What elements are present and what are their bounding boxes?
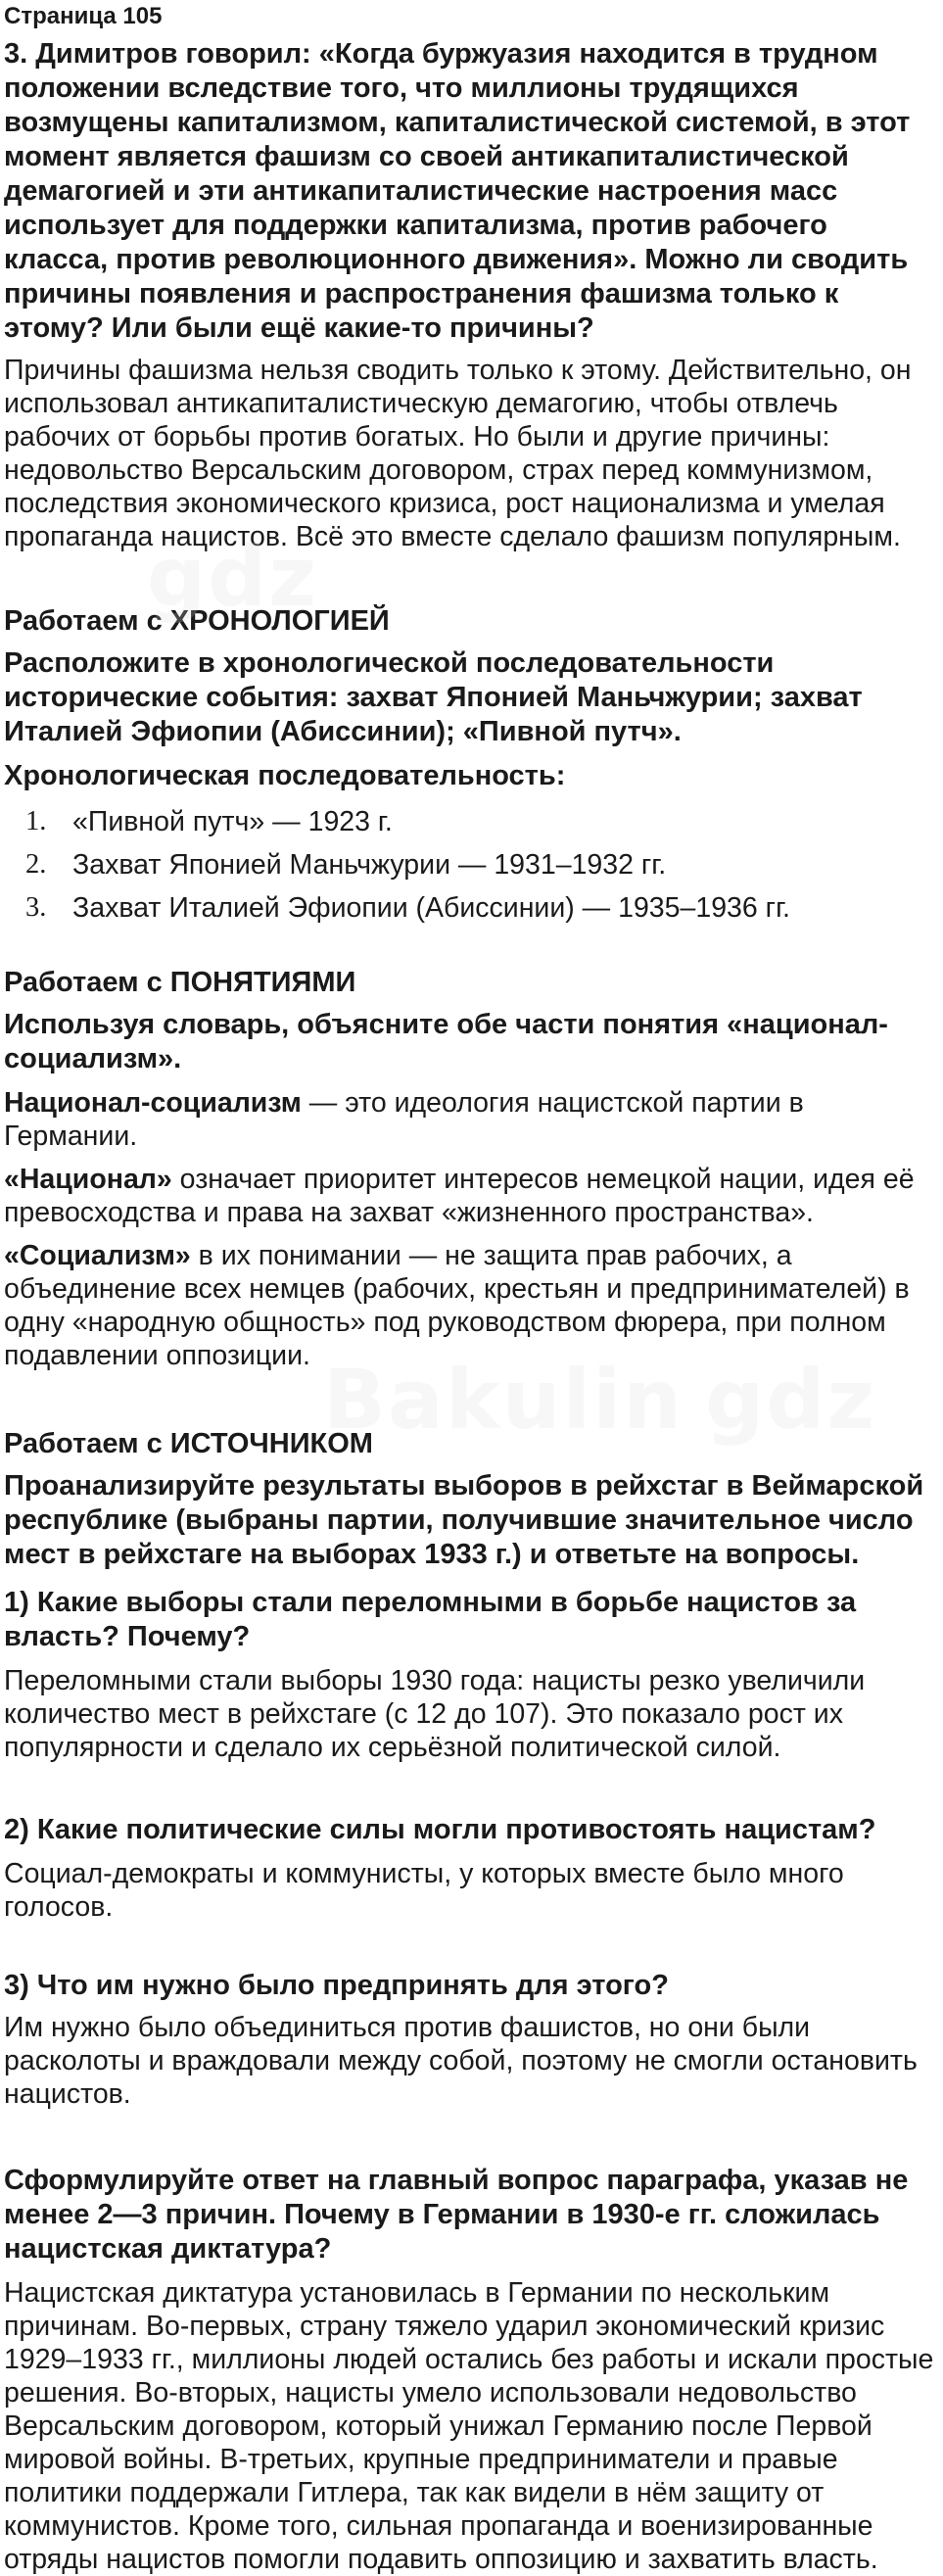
source-answer-2: Социал-демократы и коммунисты, у которых вместе было много голосов. [4,1858,844,1923]
section-chronology-heading: Работаем с ХРОНОЛОГИЕЙ [4,605,390,637]
source-question-2: 2) Какие политические силы могли противостоять нацистам? [4,1814,876,1845]
section-concepts-heading: Работаем с ПОНЯТИЯМИ [4,967,356,998]
source-answer-1: Переломными стали выборы 1930 года: нацисты резко увеличили количество мест в рейхстаге (с 12 до 107). Это показало рост их популярности и сделало их серьёзной политической силой. [4,1665,866,1763]
main-question: Сформулируйте ответ на главный вопрос параграфа, указав не менее 2—3 причин. Почему в Германии в 1930-е гг. сложилась нацистская диктатура? [4,2165,909,2265]
source-question-1: 1) Какие выборы стали переломными в борьбе нацистов за власть? Почему? [4,1587,857,1652]
main-answer: Нацистская диктатура установилась в Германии по нескольким причинам. Во-первых, страну тяжело ударил экономический кризис 1929–1933 гг., миллионы людей остались без работы и искали простые решения. Во-вторых, нацисты умело использовали недовольство Версальским договором, который унижал Германию после Первой мировой войны. В-третьих, крупные предприниматели и правые политики поддержали Гитлера, так как видели в нём защиту от коммунистов. Кроме того, сильная пропаганда и военизированные отряды нацистов помогли подавить оппозицию и захватить власть. [4,2277,934,2575]
source-question-3: 3) Что им нужно было предпринять для этого? [4,1970,669,2001]
chronology-list [4,805,939,925]
section-source-heading: Работаем с ИСТОЧНИКОМ [4,1428,373,1459]
term-national: «Национал» [4,1164,172,1195]
watermark-bakulin: Bakulin [323,1352,684,1448]
term-national-socialism: Национал-социализм [4,1087,302,1119]
concepts-task: Используя словарь, объясните обе части понятия «национал-социализм». [4,1009,888,1074]
source-task: Проанализируйте результаты выборов в рейхстаг в Веймарской республике (выбраны партии, получившие значительное число мест в рейхстаге на выборах 1933 г.) и ответьте на вопросы. [4,1470,924,1570]
list-item-text: Захват Италией Эфиопии (Абиссинии) — 1935–1936 гг. [72,892,790,924]
page-label: Страница 105 [4,3,163,29]
list-item-text: Захват Японией Маньчжурии — 1931–1932 гг. [72,849,667,881]
list-item [4,848,939,882]
chronology-subheading: Хронологическая последовательность: [4,760,566,791]
watermark-gdz: gdz [147,529,319,625]
question-3: 3. Димитров говорил: «Когда буржуазия находится в трудном положении вследствие того, что миллионы трудящихся возмущены капитализмом, капиталистической системой, в этот момент является фашизм со своей антикапиталистической демагогией и эти антикапиталистические настроения масс использует для поддержки капитализма, против рабочего класса, против революционного движения». Можно ли сводить причины появления и распространения фашизма только к этому? Или были ещё какие-то причины? [4,38,911,344]
definition-text: означает приоритет интересов немецкой нации, идея её превосходства и права на захват «жизненного пространства». [4,1164,915,1228]
list-item [4,805,939,838]
list-item-text: «Пивной путч» — 1923 г. [72,806,393,837]
definition-text: в их понимании — не защита прав рабочих, а объединение всех немцев (рабочих, крестьян и предпринимателей) в одну «народную общность» под руководством фюрера, при полном подавлении оппозиции. [4,1240,910,1371]
definition-text: — это идеология нацистской партии в Германии. [4,1087,804,1152]
source-answer-3: Им нужно было объединиться против фашистов, но они были расколоты и враждовали между собой, поэтому не смогли остановить нацистов. [4,2012,918,2110]
concept-definition-2 [4,1163,939,1229]
concept-definition-3 [4,1239,939,1372]
watermark-gdz-2: gdz [705,1352,877,1448]
list-item-number: 3. [25,892,47,923]
concept-definition-1 [4,1086,939,1153]
answer-3: Причины фашизма нельзя сводить только к этому. Действительно, он использовал антикапиталистическую демагогию, чтобы отвлечь рабочих от борьбы против богатых. Но были и другие причины: недовольство Версальским договором, страх перед коммунизмом, последствия экономического кризиса, рост национализма и умелая пропаганда нацистов. Всё это вместе сделало фашизм популярным. [4,355,912,552]
list-item-number: 2. [25,849,47,880]
list-item-number: 1. [25,806,47,836]
chronology-task: Расположите в хронологической последовательности исторические события: захват Японией Маньчжурии; захват Италией Эфиопии (Абиссинии); «Пивной путч». [4,647,863,747]
term-socialism: «Социализм» [4,1240,191,1271]
list-item [4,891,939,925]
